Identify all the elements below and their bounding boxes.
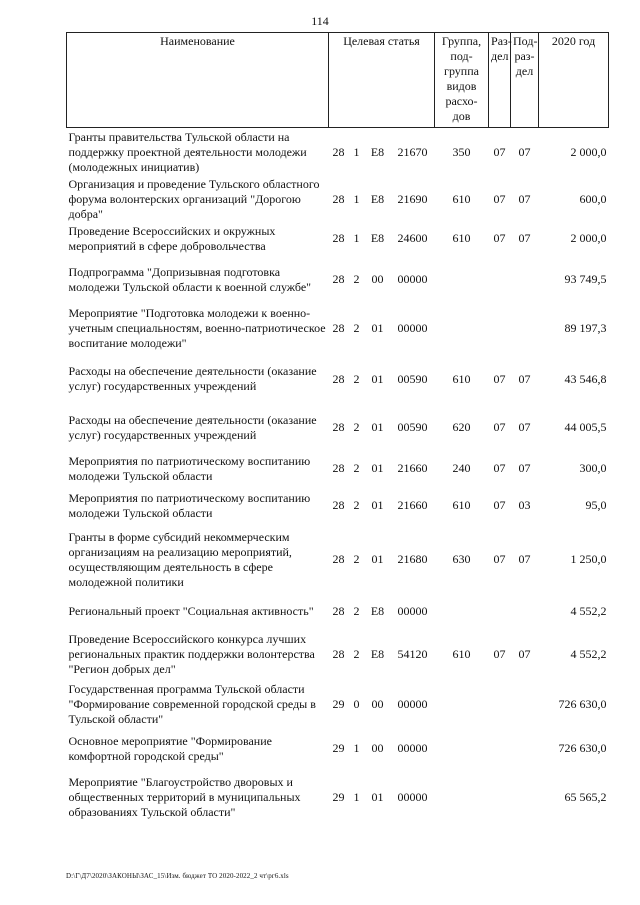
- cell-subsection: 03: [518, 498, 531, 512]
- cell-section: [489, 304, 511, 354]
- cell-amount: 4 552,2: [570, 646, 607, 661]
- table-row: [67, 304, 609, 354]
- cell-section: [489, 730, 511, 768]
- table-row: [67, 222, 609, 256]
- header-year: 2020 год: [539, 33, 609, 128]
- budget-table: [66, 32, 609, 828]
- cell-subsection: 07: [518, 420, 531, 434]
- table-header-row: [67, 33, 609, 128]
- table-row: [67, 177, 609, 222]
- cell-t2: 2: [353, 604, 360, 618]
- header-target: Целевая статья: [329, 33, 435, 128]
- cell-group: [435, 256, 489, 304]
- cell-group: [435, 768, 489, 828]
- cell-subsection: [511, 256, 539, 304]
- cell-group: 610: [452, 498, 471, 512]
- cell-t2: 1: [353, 231, 360, 245]
- cell-group: 610: [452, 191, 471, 206]
- cell-group: [435, 595, 489, 629]
- cell-group: 620: [452, 420, 471, 434]
- header-group: Группа, под- группа видов расхо- дов: [435, 33, 489, 128]
- cell-t3: 01: [371, 498, 384, 512]
- cell-t3: 01: [371, 552, 384, 566]
- cell-t1: 28: [332, 498, 345, 512]
- cell-subsection: 07: [518, 371, 531, 386]
- cell-name: Расходы на обеспечение деятельности (оказание услуг) государственных учреждений: [68, 412, 317, 442]
- table-row: [67, 128, 609, 177]
- cell-section: 07: [493, 646, 506, 661]
- cell-amount: 95,0: [585, 498, 607, 512]
- cell-name: Мероприятия по патриотическому воспитанию молодежи Тульской области: [68, 453, 311, 483]
- cell-amount: 600,0: [579, 191, 607, 206]
- cell-t2: 2: [353, 461, 360, 475]
- cell-t3: 01: [371, 420, 384, 434]
- cell-t3: Е8: [370, 191, 385, 206]
- cell-t3: 01: [371, 321, 384, 335]
- cell-name: Гранты в форме субсидий некоммерческим организациям на реализацию мероприятий, осуществляющим деятельность в сфере молодежной политики: [68, 529, 292, 589]
- cell-group: [435, 304, 489, 354]
- cell-amount: 44 005,5: [564, 420, 607, 434]
- cell-t1: 29: [332, 790, 345, 804]
- table-row: [67, 405, 609, 451]
- cell-subsection: [511, 595, 539, 629]
- cell-subsection: 07: [518, 646, 531, 661]
- cell-section: 07: [493, 498, 506, 512]
- page-number: 114: [311, 14, 329, 28]
- cell-subsection: 07: [518, 144, 531, 159]
- cell-name: Подпрограмма "Допризывная подготовка молодежи Тульской области к военной службе": [68, 264, 312, 294]
- cell-name: Гранты правительства Тульской области на поддержку проектной деятельности молодежи (молодежных инициатив): [68, 129, 307, 174]
- cell-t1: 29: [332, 741, 345, 755]
- cell-group: [435, 730, 489, 768]
- cell-subsection: 07: [518, 461, 531, 475]
- cell-t2: 2: [353, 321, 360, 335]
- cell-group: 240: [452, 461, 471, 475]
- cell-t3: 01: [371, 790, 384, 804]
- cell-t1: 28: [332, 420, 345, 434]
- cell-name: Мероприятие "Благоустройство дворовых и общественных территорий в муниципальных образованиях Тульской области": [68, 775, 301, 819]
- table-row: [67, 730, 609, 768]
- cell-t2: 1: [353, 144, 360, 159]
- cell-t2: 1: [353, 741, 360, 755]
- cell-t3: 00: [371, 272, 384, 286]
- cell-amount: 65 565,2: [564, 790, 607, 804]
- cell-t1: 28: [332, 191, 345, 206]
- cell-t2: 0: [353, 697, 360, 711]
- cell-section: 07: [493, 461, 506, 475]
- cell-t4: 00590: [397, 420, 428, 434]
- cell-t2: 2: [353, 646, 360, 661]
- cell-section: 07: [493, 552, 506, 566]
- cell-amount: 89 197,3: [564, 321, 607, 335]
- cell-t3: Е8: [370, 231, 385, 245]
- cell-t4: 00590: [397, 371, 428, 386]
- cell-amount: 93 749,5: [564, 272, 607, 286]
- cell-group: 630: [452, 552, 471, 566]
- cell-t3: Е8: [370, 646, 385, 661]
- cell-amount: 4 552,2: [570, 604, 607, 618]
- cell-t3: 01: [371, 461, 384, 475]
- cell-t1: 29: [332, 697, 345, 711]
- cell-t4: 54120: [397, 646, 428, 661]
- cell-subsection: 07: [518, 191, 531, 206]
- cell-section: 07: [493, 144, 506, 159]
- cell-amount: 726 630,0: [558, 697, 607, 711]
- cell-name: Мероприятия по патриотическому воспитанию молодежи Тульской области: [68, 490, 311, 520]
- table-row: [67, 595, 609, 629]
- cell-t4: 00000: [397, 321, 428, 335]
- table-row: [67, 629, 609, 680]
- header-name: Наименование: [67, 33, 329, 128]
- cell-amount: 1 250,0: [570, 552, 607, 566]
- cell-t2: 2: [353, 272, 360, 286]
- cell-t4: 00000: [397, 272, 428, 286]
- cell-t1: 28: [332, 461, 345, 475]
- cell-t1: 28: [332, 272, 345, 286]
- cell-subsection: 07: [518, 552, 531, 566]
- cell-name: Расходы на обеспечение деятельности (оказание услуг) государственных учреждений: [68, 364, 317, 393]
- cell-t4: 00000: [397, 741, 428, 755]
- cell-t4: 21660: [397, 461, 428, 475]
- cell-t4: 24600: [397, 231, 428, 245]
- cell-t4: 00000: [397, 604, 428, 618]
- cell-name: Проведение Всероссийских и окружных мероприятий в сфере добровольчества: [68, 223, 276, 253]
- cell-section: [489, 256, 511, 304]
- cell-name: Мероприятие "Подготовка молодежи к военно-учетным специальностям, военно-патриотическое воспитание молодежи": [68, 306, 326, 350]
- cell-t2: 2: [353, 371, 360, 386]
- table-row: [67, 354, 609, 405]
- cell-section: [489, 680, 511, 730]
- cell-t4: 21670: [397, 144, 428, 159]
- cell-t4: 21660: [397, 498, 428, 512]
- cell-t3: 00: [371, 741, 384, 755]
- cell-t3: 01: [371, 371, 384, 386]
- cell-t3: Е8: [370, 604, 385, 618]
- cell-t2: 2: [353, 498, 360, 512]
- file-path-footer: D:\Г\Д7\2020\ЗАКОНЫ\ЗАС_15\Изм. бюджет ТО 2020-2022_2 чт\рг6.xls: [66, 872, 289, 880]
- cell-subsection: [511, 768, 539, 828]
- table-row: [67, 768, 609, 828]
- cell-t1: 28: [332, 552, 345, 566]
- cell-t1: 28: [332, 604, 345, 618]
- cell-subsection: [511, 304, 539, 354]
- cell-section: [489, 768, 511, 828]
- cell-t1: 28: [332, 231, 345, 245]
- table-row: [67, 451, 609, 487]
- cell-amount: 2 000,0: [570, 231, 607, 245]
- cell-group: 350: [452, 144, 471, 159]
- cell-t2: 1: [353, 191, 360, 206]
- cell-t4: 00000: [397, 790, 428, 804]
- cell-t1: 28: [332, 646, 345, 661]
- cell-section: 07: [493, 371, 506, 386]
- cell-t3: Е8: [370, 144, 385, 159]
- cell-name: Региональный проект "Социальная активность": [68, 604, 314, 618]
- cell-t2: 2: [353, 552, 360, 566]
- cell-t1: 28: [332, 144, 345, 159]
- cell-group: [435, 680, 489, 730]
- cell-amount: 43 546,8: [564, 371, 607, 386]
- cell-t4: 21680: [397, 552, 428, 566]
- cell-amount: 300,0: [579, 461, 607, 475]
- cell-t4: 00000: [397, 697, 428, 711]
- cell-t1: 28: [332, 371, 345, 386]
- header-subsection: Под- раз- дел: [511, 33, 539, 128]
- cell-t4: 21690: [397, 191, 428, 206]
- cell-group: 610: [452, 231, 471, 245]
- cell-name: Организация и проведение Тульского областного форума волонтерских организаций "Дорогою добра": [68, 176, 320, 221]
- cell-t2: 1: [353, 790, 360, 804]
- header-section: Раз- дел: [489, 33, 511, 128]
- cell-subsection: 07: [518, 231, 531, 245]
- cell-name: Основное мероприятие "Формирование комфортной городской среды": [68, 733, 272, 763]
- cell-subsection: [511, 680, 539, 730]
- table-row: [67, 487, 609, 525]
- cell-group: 610: [452, 646, 471, 661]
- cell-t2: 2: [353, 420, 360, 434]
- cell-t3: 00: [371, 697, 384, 711]
- table-row: [67, 256, 609, 304]
- cell-name: Государственная программа Тульской области "Формирование современной городской среды в Тульской области": [68, 682, 316, 726]
- cell-section: [489, 595, 511, 629]
- cell-section: 07: [493, 420, 506, 434]
- cell-amount: 2 000,0: [570, 144, 607, 159]
- cell-subsection: [511, 730, 539, 768]
- table-row: [67, 525, 609, 595]
- cell-t1: 28: [332, 321, 345, 335]
- cell-section: 07: [493, 231, 506, 245]
- cell-name: Проведение Всероссийского конкурса лучших региональных практик поддержки волонтерства "Регион добрых дел": [68, 631, 315, 676]
- table-row: [67, 680, 609, 730]
- cell-amount: 726 630,0: [558, 741, 607, 755]
- cell-group: 610: [452, 371, 471, 386]
- cell-section: 07: [493, 191, 506, 206]
